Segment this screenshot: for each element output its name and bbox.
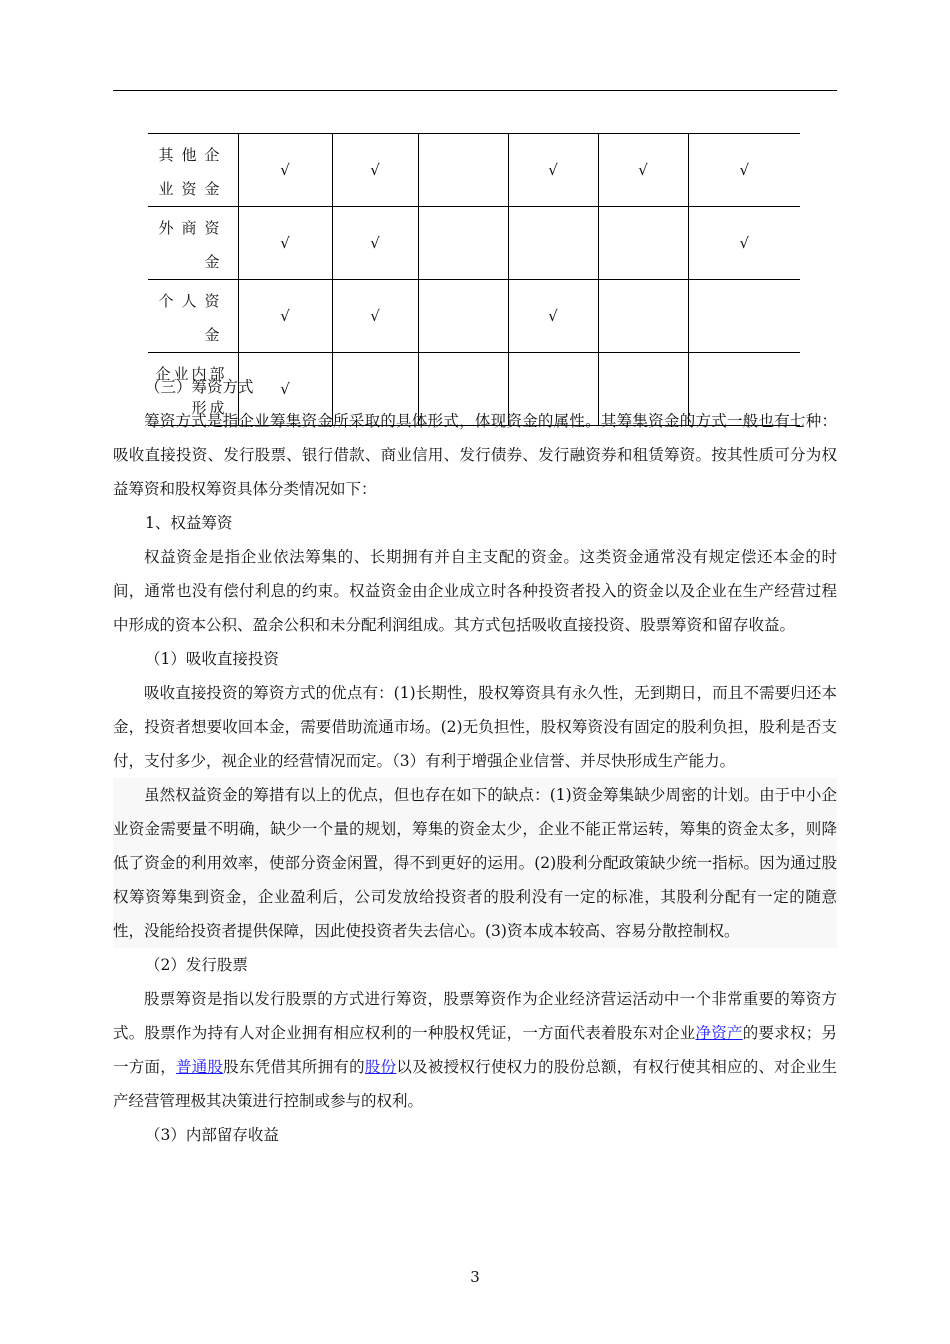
check-cell [418,207,508,280]
paragraph [113,982,837,1118]
check-cell: √ [598,134,688,207]
page-number: 3 [470,1268,480,1286]
table-row [148,280,800,353]
row-label: 个人资金 [148,280,238,353]
paragraph: 吸收直接投资的筹资方式的优点有：(1)长期性，股权筹资具有永久性，无到期日，而且不需要归还本金，投资者想要收回本金，需要借助流通市场。(2)无负担性，股权筹资没有固定的股利负担，股利是否支付，支付多少，视企业的经营情况而定。（3）有利于增强企业信誉、并尽快形成生产能力。 [113,684,837,770]
row-label: 企业内部形成 [148,353,238,426]
check-cell: √ [688,134,800,207]
paragraph: 筹资方式是指企业筹集资金所采取的具体形式，体现资金的属性。其筹集资金的方式一般也有七种：吸收直接投资、发行股票、银行借款、商业信用、发行债券、发行融资券和租赁筹资。按其性质可分为权益筹资和股权筹资具体分类情况如下： [113,412,837,498]
check-cell: √ [688,207,800,280]
check-cell: √ [508,134,598,207]
item-heading: （2）发行股票 [145,956,248,974]
item-heading: （1）吸收直接投资 [145,650,279,668]
link-common-stock[interactable]: 普通股 [175,1058,224,1076]
row-label: 外商资金 [148,207,238,280]
link-net-assets[interactable]: 净资产 [695,1024,743,1042]
check-cell [418,134,508,207]
section-heading: （三）筹资方式 [145,378,254,396]
check-cell [418,280,508,353]
check-cell [598,280,688,353]
text-span: 的要求权；另一方面， [113,1024,837,1076]
check-cell [598,207,688,280]
check-cell: √ [508,280,598,353]
check-cell: √ [332,280,418,353]
check-cell: √ [238,134,332,207]
header-rule [113,90,837,91]
table-row [148,134,800,207]
check-cell: √ [238,353,332,426]
paragraph: 权益资金是指企业依法筹集的、长期拥有并自主支配的资金。这类资金通常没有规定偿还本金的时间，通常也没有偿付利息的约束。权益资金由企业成立时各种投资者投入的资金以及企业在生产经营过程中形成的资本公积、盈余公积和未分配利润组成。其方式包括吸收直接投资、股票筹资和留存收益。 [113,548,837,634]
paragraph-shaded: 虽然权益资金的筹措有以上的优点，但也存在如下的缺点：(1)资金筹集缺少周密的计划。由于中小企业资金需要量不明确，缺少一个量的规划，筹集的资金太少，企业不能正常运转，筹集的资金太多，则降低了资金的利用效率，使部分资金闲置，得不到更好的运用。(2)股利分配政策缺少统一指标。因为通过股权筹资筹集到资金，企业盈利后，公司发放给投资者的股利没有一定的标准，其股利分配有一定的随意性，没能给投资者提供保障，因此使投资者失去信心。(3)资本成本较高、容易分散控制权。 [113,778,837,948]
table-row [148,207,800,280]
text-span: 股东凭借其所拥有的 [223,1058,365,1076]
check-cell [508,207,598,280]
check-cell: √ [332,207,418,280]
check-cell: √ [238,280,332,353]
item-heading: （3）内部留存收益 [145,1126,279,1144]
body-text [113,370,837,1152]
check-cell: √ [238,207,332,280]
text-span: 股票筹资是指以发行股票的方式进行筹资，股票筹资作为企业经济营运活动中一个非常重要的筹资方式。股票作为持有人对企业拥有相应权利的一种股权凭证，一方面代表着股东对企业 [113,990,837,1042]
check-cell [688,280,800,353]
row-label: 其他企业资金 [148,134,238,207]
text-span: 以及被授权行使权力的股份总额，有权行使其相应的、对企业生产经营管理极其决策进行控制或参与的权利。 [113,1058,837,1110]
link-shares[interactable]: 股份 [364,1058,397,1076]
subsection-heading: 1、权益筹资 [145,514,233,532]
check-cell: √ [332,134,418,207]
